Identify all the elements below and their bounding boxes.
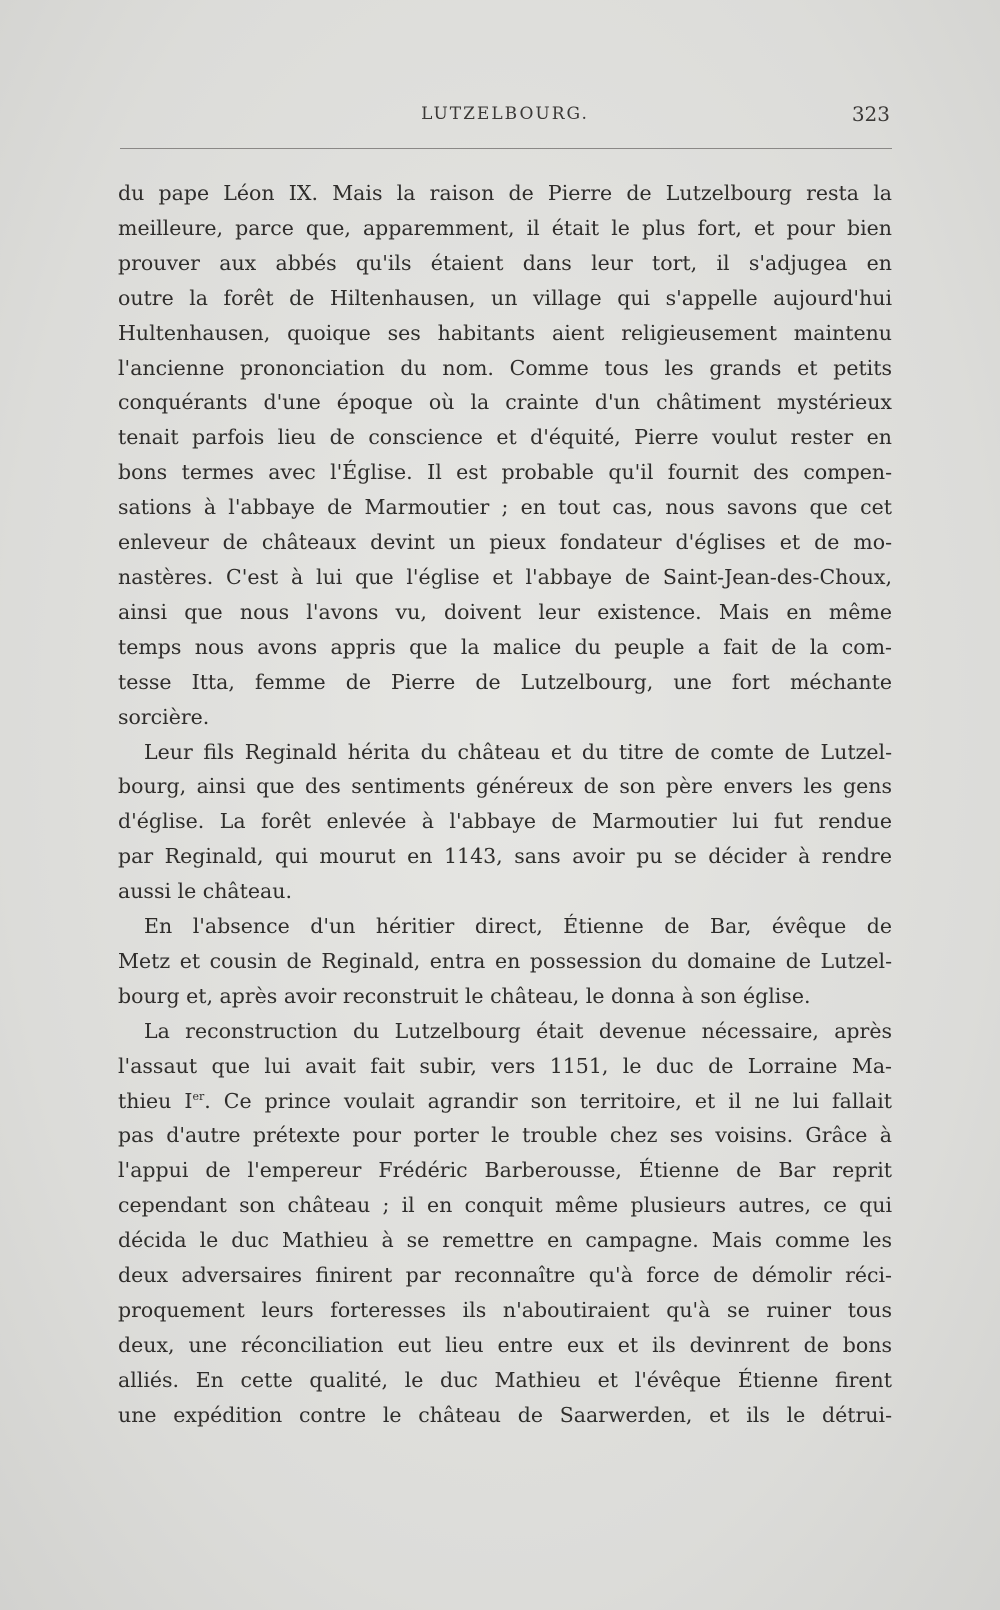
text-line: La reconstruction du Lutzelbourg était devenue nécessaire, après — [144, 1018, 892, 1043]
text-line: sations à l'abbaye de Marmoutier ; en tout cas, nous savons que cet — [118, 495, 892, 520]
text-line: tenait parfois lieu de conscience et d'équité, Pierre voulut rester en — [118, 425, 892, 450]
paragraph-2 — [118, 735, 892, 910]
paragraph-4 — [118, 1014, 892, 1433]
page-number: 323 — [851, 102, 890, 126]
text-line: une expédition contre le château de Saarwerden, et ils le détrui- — [118, 1402, 892, 1427]
text-line: décida le duc Mathieu à se remettre en campagne. Mais comme les — [118, 1228, 892, 1253]
text-line: d'église. La forêt enlevée à l'abbaye de Marmoutier lui fut rendue — [118, 809, 892, 834]
text-line: tesse Itta, femme de Pierre de Lutzelbourg, une fort méchante — [118, 669, 892, 694]
text-line: nastères. C'est à lui que l'église et l'abbaye de Saint-Jean-des-Choux, — [118, 564, 892, 589]
paragraph-3 — [118, 909, 892, 1014]
text-line: l'appui de l'empereur Frédéric Barberousse, Étienne de Bar reprit — [118, 1158, 892, 1183]
text-line: alliés. En cette qualité, le duc Mathieu et l'évêque Étienne firent — [118, 1367, 892, 1392]
running-title: LUTZELBOURG. — [421, 104, 589, 124]
text-line: deux adversaires finirent par reconnaître qu'à force de démolir réci- — [118, 1263, 892, 1288]
text-line: conquérants d'une époque où la crainte d'un châtiment mystérieux — [118, 390, 892, 415]
text-line: ainsi que nous l'avons vu, doivent leur existence. Mais en même — [118, 599, 892, 624]
text-fragment: thieu I — [118, 1088, 193, 1113]
text-line-with-superscript — [118, 1084, 892, 1119]
text-line: temps nous avons appris que la malice du peuple a fait de la com- — [118, 634, 892, 659]
text-line: pas d'autre prétexte pour porter le trouble chez ses voisins. Grâce à — [118, 1123, 892, 1148]
text-line: proquement leurs forteresses ils n'aboutiraient qu'à se ruiner tous — [118, 1298, 892, 1322]
text-line: prouver aux abbés qu'ils étaient dans leur tort, il s'adjugea en — [118, 250, 892, 275]
text-line: outre la forêt de Hiltenhausen, un village qui s'appelle aujourd'hui — [118, 285, 892, 310]
header-rule — [120, 148, 892, 149]
text-line: aussi le château. — [118, 879, 292, 904]
text-line: l'ancienne prononciation du nom. Comme tous les grands et petits — [118, 355, 892, 380]
text-fragment: . Ce prince voulait agrandir son territoire, et il ne lui fallait — [204, 1088, 892, 1113]
text-line: deux, une réconciliation eut lieu entre eux et ils devinrent de bons — [118, 1332, 892, 1357]
superscript: er — [192, 1089, 205, 1103]
text-line: bourg, ainsi que des sentiments généreux de son père envers les gens — [118, 774, 892, 799]
body-text — [118, 176, 892, 1433]
text-line: Metz et cousin de Reginald, entra en possession du domaine de Lutzel- — [118, 948, 892, 973]
text-line: En l'absence d'un héritier direct, Étienne de Bar, évêque de — [144, 914, 892, 939]
text-line: bons termes avec l'Église. Il est probable qu'il fournit des compen- — [118, 460, 892, 485]
text-line: sorcière. — [118, 704, 210, 729]
paragraph-1 — [118, 176, 892, 735]
text-line: par Reginald, qui mourut en 1143, sans avoir pu se décider à rendre — [118, 844, 892, 869]
text-line: du pape Léon IX. Mais la raison de Pierre de Lutzelbourg resta la — [118, 181, 892, 205]
text-line: Leur fils Reginald hérita du château et du titre de comte de Lutzel- — [144, 739, 892, 764]
text-line: bourg et, après avoir reconstruit le château, le donna à son église. — [118, 983, 811, 1008]
text-line: cependant son château ; il en conquit même plusieurs autres, ce qui — [118, 1193, 892, 1218]
text-line: enleveur de châteaux devint un pieux fondateur d'églises et de mo- — [118, 530, 892, 555]
running-head — [120, 100, 890, 130]
text-line: Hultenhausen, quoique ses habitants aient religieusement maintenu — [118, 320, 892, 345]
text-line: meilleure, parce que, apparemment, il était le plus fort, et pour bien — [118, 215, 892, 240]
text-line: l'assaut que lui avait fait subir, vers 1151, le duc de Lorraine Ma- — [118, 1053, 892, 1078]
